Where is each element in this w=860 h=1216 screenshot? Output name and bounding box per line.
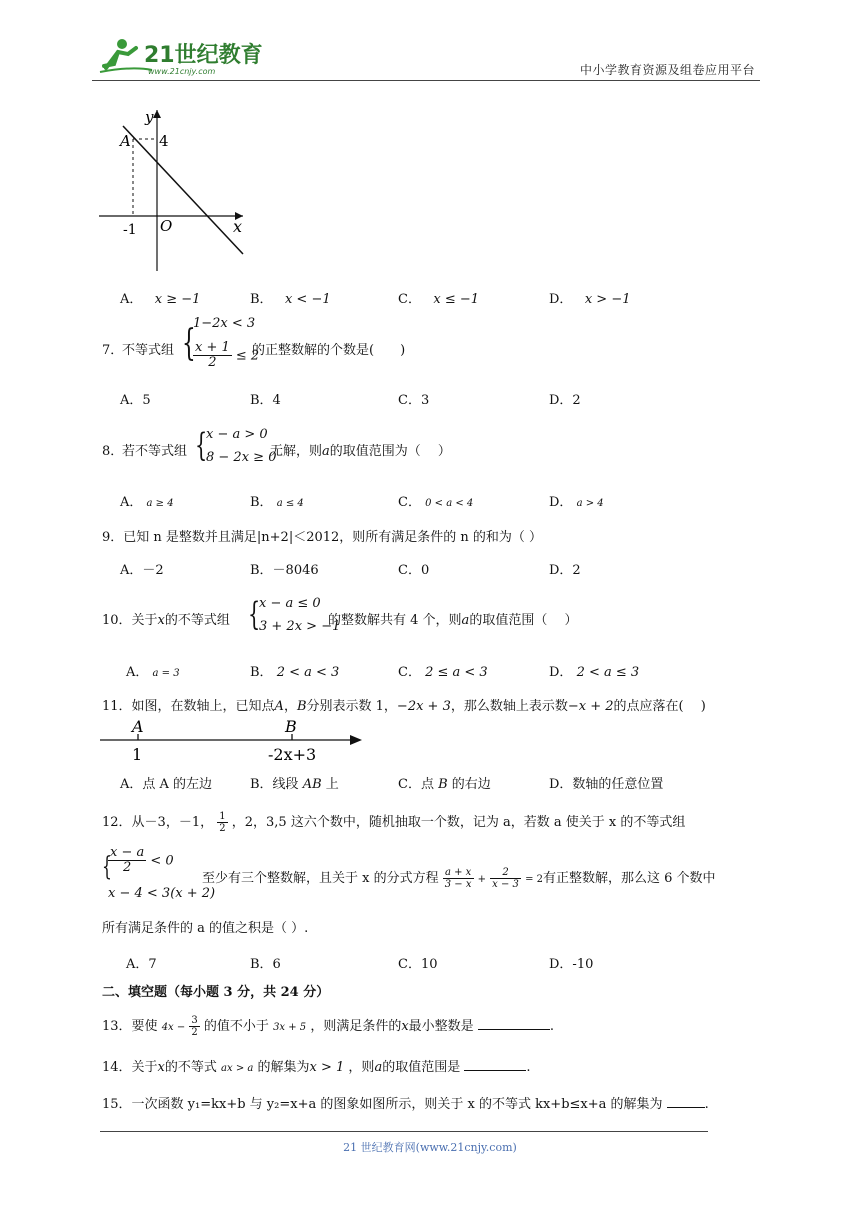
q8-option-d[interactable]: D． a > 4 bbox=[549, 495, 604, 510]
q8-option-a[interactable]: A． a ≥ 4 bbox=[120, 495, 174, 510]
q6-option-d[interactable]: D． x > −1 bbox=[549, 292, 631, 307]
q8-brace: { bbox=[195, 426, 208, 464]
q7-line2: $\frac{x + 1}{2}$ ≤ 2 bbox=[195, 340, 260, 371]
q7-option-b[interactable]: B．4 bbox=[250, 393, 281, 408]
q12-option-d[interactable]: D．-10 bbox=[549, 957, 594, 972]
q12-option-a[interactable]: A．7 bbox=[126, 957, 157, 972]
q12-line3: 所有满足条件的 a 的值之积是（ ）. bbox=[102, 921, 309, 936]
q15-text: 15．一次函数 y₁=kx+b 与 y₂=x+a 的图象如图所示，则关于 x 的不等式 kx+b≤x+a 的解集为 . bbox=[102, 1097, 709, 1112]
q8-prefix: 若不等式组 bbox=[122, 444, 188, 459]
q14-answer-blank[interactable] bbox=[464, 1070, 526, 1071]
footer-divider bbox=[100, 1131, 708, 1132]
q10-option-b[interactable]: B． 2 < a < 3 bbox=[250, 665, 340, 680]
q7-brace: { bbox=[182, 323, 196, 364]
q10-line2: 3 + 2x > −1 bbox=[259, 619, 341, 634]
q9-option-b[interactable]: B．－8046 bbox=[250, 563, 319, 578]
point-A-label: A bbox=[120, 132, 131, 150]
q11-option-a[interactable]: A．点 A 的左边 bbox=[120, 777, 213, 792]
q7-prefix: 不等式组 bbox=[122, 343, 175, 358]
q8-line2: 8 − 2x ≥ 0 bbox=[206, 450, 277, 465]
svg-text:21世纪教育: 21世纪教育 bbox=[144, 43, 263, 68]
svg-text:A: A bbox=[132, 717, 144, 736]
intercept-label: 4 bbox=[159, 132, 169, 150]
svg-text:-2x+3: -2x+3 bbox=[268, 745, 317, 764]
q12-line2: 至少有三个整数解，且关于 x 的分式方程 $\frac{a + x}{3 - x}$ + $\frac{2}{x - 3}$ = 2有正整数解，那么这 6 个数中 bbox=[202, 867, 716, 890]
q7-number: 7． bbox=[102, 343, 124, 358]
q15-answer-blank[interactable] bbox=[667, 1107, 705, 1108]
q8-suffix: 无解，则a的取值范围为（ ） bbox=[270, 444, 451, 459]
origin-label: O bbox=[160, 217, 173, 235]
q11-option-c[interactable]: C．点 B 的右边 bbox=[398, 777, 491, 792]
section-heading: 二、填空题（每小题 3 分，共 24 分） bbox=[102, 985, 330, 1000]
q14-text: 14．关于x的不等式 ax > a 的解集为x > 1 ，则a的取值范围是 . bbox=[102, 1060, 531, 1075]
svg-text:1: 1 bbox=[132, 745, 143, 764]
q12-option-c[interactable]: C．10 bbox=[398, 957, 438, 972]
q11-option-d[interactable]: D．数轴的任意位置 bbox=[549, 777, 664, 792]
q11-number-line bbox=[98, 714, 368, 766]
q7-suffix: 的正整数解的个数是( ) bbox=[252, 343, 406, 358]
q10-option-c[interactable]: C． 2 ≤ a < 3 bbox=[398, 665, 488, 680]
y-axis-label: y bbox=[145, 108, 154, 126]
svg-text:www.21cnjy.com: www.21cnjy.com bbox=[148, 67, 216, 76]
q7-option-d[interactable]: D．2 bbox=[549, 393, 581, 408]
q12-option-b[interactable]: B．6 bbox=[250, 957, 281, 972]
footer-site: 21 世纪教育网(www.21cnjy.com) bbox=[343, 1141, 517, 1154]
q10-option-a[interactable]: A． a = 3 bbox=[126, 665, 180, 680]
q6-graph bbox=[95, 106, 255, 276]
q8-line1: x − a > 0 bbox=[206, 427, 268, 442]
x-axis-label: x bbox=[233, 217, 243, 236]
q9-option-c[interactable]: C．0 bbox=[398, 563, 430, 578]
q9-option-a[interactable]: A．－2 bbox=[120, 563, 164, 578]
q6-option-b[interactable]: B． x < −1 bbox=[250, 292, 331, 307]
q10-prefix: 10．关于x的不等式组 bbox=[102, 613, 230, 628]
q8-option-c[interactable]: C． 0 < a < 4 bbox=[398, 495, 474, 510]
q10-suffix: 的整数解共有 4 个，则a的取值范围（ ） bbox=[328, 613, 578, 628]
q7-line1: 1−2x < 3 bbox=[193, 316, 256, 331]
q8-option-b[interactable]: B． a ≤ 4 bbox=[250, 495, 304, 510]
q6-option-c[interactable]: C． x ≤ −1 bbox=[398, 292, 480, 307]
q10-line1: x − a ≤ 0 bbox=[259, 596, 321, 611]
q13-answer-blank[interactable] bbox=[478, 1029, 550, 1030]
q11-option-b[interactable]: B．线段 AB 上 bbox=[250, 777, 339, 792]
q13-text: 13．要使 4x − $\frac{3}{2}$ 的值不小于 3x + 5 ，则满足条件的x最小整数是 . bbox=[102, 1015, 554, 1038]
q10-option-d[interactable]: D． 2 < a ≤ 3 bbox=[549, 665, 640, 680]
svg-text:B: B bbox=[285, 717, 297, 736]
header-platform-name: 中小学教育资源及组卷应用平台 bbox=[579, 63, 755, 77]
q11-text: 11．如图，在数轴上，已知点A，B分别表示数 1，−2x + 3，那么数轴上表示数−x + 2的点应落在( ) bbox=[102, 699, 706, 714]
q7-option-a[interactable]: A．5 bbox=[120, 393, 151, 408]
q7-option-c[interactable]: C．3 bbox=[398, 393, 430, 408]
neg-one-label: -1 bbox=[123, 222, 137, 238]
header-divider bbox=[92, 80, 760, 81]
q10-brace: { bbox=[248, 595, 261, 633]
q9-option-d[interactable]: D．2 bbox=[549, 563, 581, 578]
q8-number: 8． bbox=[102, 444, 124, 459]
q9-text: 9．已知 n 是整数并且满足|n+2|＜2012，则所有满足条件的 n 的和为（ ） bbox=[102, 530, 543, 545]
q6-option-a[interactable]: A． x ≥ −1 bbox=[120, 292, 201, 307]
site-logo bbox=[92, 34, 267, 80]
q12-line1: 12．从－3，－1， $\frac{1}{2}$ ，2，3,5 这六个数中，随机抽取一个数，记为 a，若数 a 使关于 x 的不等式组 bbox=[102, 811, 686, 834]
